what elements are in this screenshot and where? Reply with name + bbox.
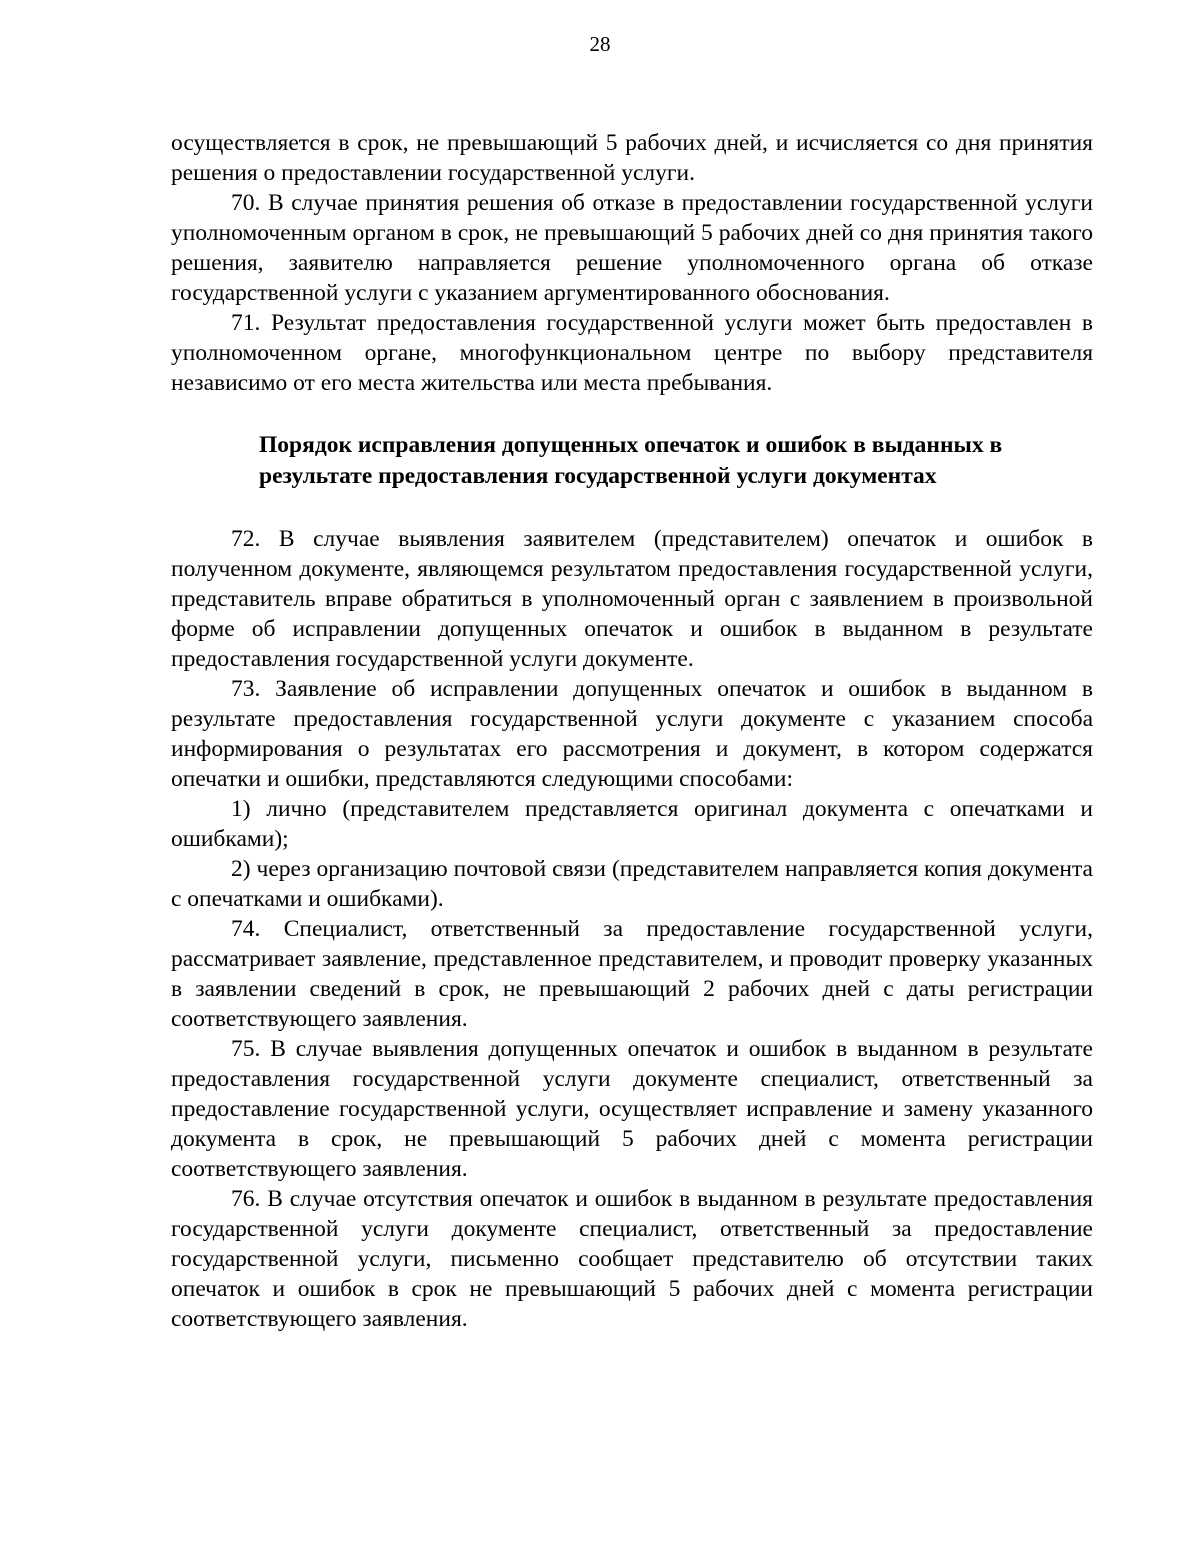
section-heading: Порядок исправления допущенных опечаток и ошибок в выданных в результате предоставления государственной услуги документах	[259, 432, 1003, 489]
paragraph-76: 76. В случае отсутствия опечаток и ошибок в выданном в результате предоставления государственной услуги документе специалист, ответственный за предоставление государственной услуги, письменно сообщает представителю об отсутствии таких опечаток и ошибок в срок не превышающий 5 рабочих дней с момента регистрации соответствующего заявления.	[171, 1186, 1093, 1332]
paragraph-70: 70. В случае принятия решения об отказе в предоставлении государственной услуги уполномоченным органом в срок, не превышающий 5 рабочих дней со дня принятия такого решения, заявителю направляется решение уполномоченного органа об отказе государственной услуги с указанием аргументированного обоснования.	[171, 190, 1093, 306]
paragraph-73: 73. Заявление об исправлении допущенных опечаток и ошибок в выданном в результате предоставления государственной услуги документе с указанием способа информирования о результатах его рассмотрения и документ, в котором содержатся опечатки и ошибки, представляются следующими способами:	[171, 676, 1093, 792]
list-item-73-2: 2) через организацию почтовой связи (представителем направляется копия документа с опечатками и ошибками).	[171, 856, 1093, 912]
paragraph-75: 75. В случае выявления допущенных опечаток и ошибок в выданном в результате предоставления государственной услуги документе специалист, ответственный за предоставление государственной услуги, осуществляет исправление и замену указанного документа в срок, не превышающий 5 рабочих дней с момента регистрации соответствующего заявления.	[171, 1036, 1093, 1182]
paragraph-72: 72. В случае выявления заявителем (представителем) опечаток и ошибок в полученном документе, являющемся результатом предоставления государственной услуги, представитель вправе обратиться в уполномоченный орган с заявлением в произвольной форме об исправлении допущенных опечаток и ошибок в выданном в результате предоставления государственной услуги документе.	[171, 526, 1093, 672]
page-number: 28	[589, 32, 611, 56]
paragraph-71: 71. Результат предоставления государственной услуги может быть предоставлен в уполномоченном органе, многофункциональном центре по выбору представителя независимо от его места жительства или места пребывания.	[171, 310, 1093, 396]
paragraph-continuation: осуществляется в срок, не превышающий 5 рабочих дней, и исчисляется со дня принятия решения о предоставлении государственной услуги.	[171, 130, 1093, 186]
list-item-73-1: 1) лично (представителем представляется оригинал документа с опечатками и ошибками);	[171, 796, 1093, 852]
paragraph-74: 74. Специалист, ответственный за предоставление государственной услуги, рассматривает заявление, представленное представителем, и проводит проверку указанных в заявлении сведений в срок, не превышающий 2 рабочих дней с даты регистрации соответствующего заявления.	[171, 916, 1093, 1032]
document-body	[171, 128, 1093, 1334]
